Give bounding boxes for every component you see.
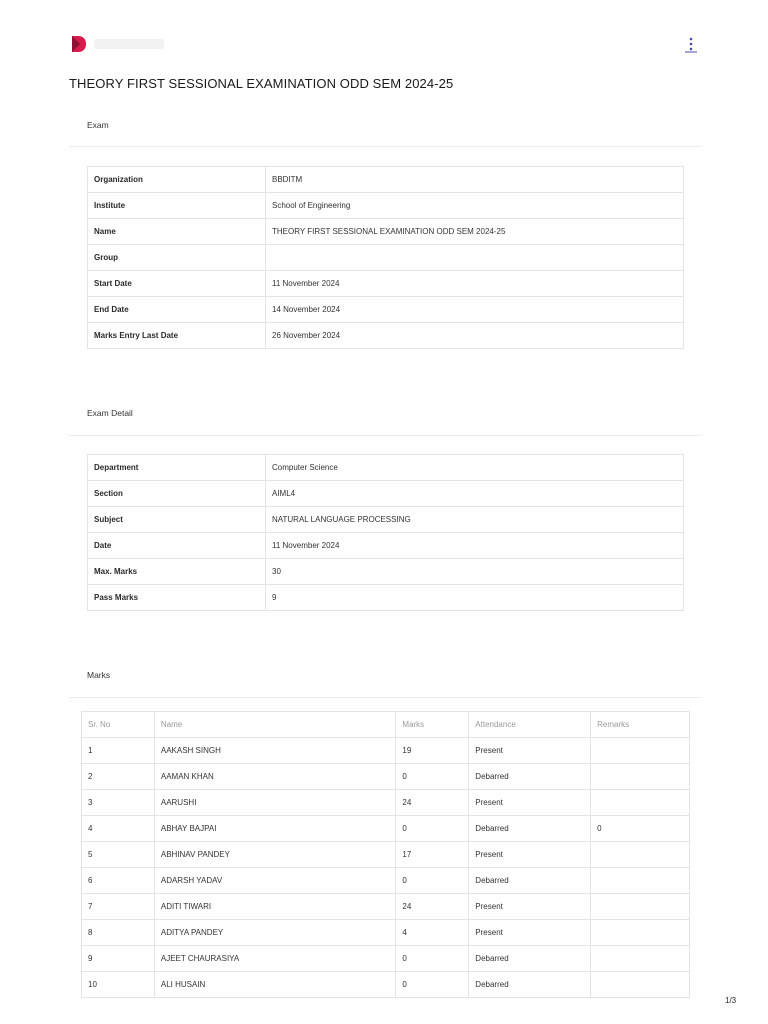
marks-cell: Debarred (469, 816, 591, 842)
table-row (82, 738, 690, 764)
marks-cell: 6 (82, 868, 155, 894)
exam-detail-label: Subject (88, 507, 266, 533)
exam-info-value (266, 245, 684, 271)
marks-cell: 10 (82, 972, 155, 998)
marks-cell: AAMAN KHAN (154, 764, 396, 790)
exam-info-value: 11 November 2024 (266, 271, 684, 297)
marks-divider (69, 697, 702, 698)
exam-info-value: 14 November 2024 (266, 297, 684, 323)
table-row (82, 816, 690, 842)
marks-cell: 0 (396, 972, 469, 998)
marks-cell: 19 (396, 738, 469, 764)
exam-section-title: Exam (87, 120, 109, 130)
exam-info-row (88, 219, 684, 245)
marks-cell: 0 (396, 764, 469, 790)
marks-cell: 0 (591, 816, 690, 842)
marks-cell: Present (469, 790, 591, 816)
exam-detail-value: AIML4 (266, 481, 684, 507)
table-row (82, 764, 690, 790)
marks-column-header: Sr. No (82, 712, 155, 738)
exam-info-label: Start Date (88, 271, 266, 297)
exam-info-table (87, 166, 684, 349)
marks-cell: 24 (396, 894, 469, 920)
marks-cell (591, 842, 690, 868)
marks-column-header: Attendance (469, 712, 591, 738)
exam-detail-row (88, 455, 684, 481)
brand-logo-icon (70, 35, 88, 53)
marks-cell (591, 764, 690, 790)
marks-cell: 2 (82, 764, 155, 790)
exam-info-label: Group (88, 245, 266, 271)
table-row (82, 894, 690, 920)
exam-detail-table (87, 454, 684, 611)
marks-table (81, 711, 690, 998)
exam-detail-row (88, 585, 684, 611)
exam-detail-value: 11 November 2024 (266, 533, 684, 559)
exam-info-label: End Date (88, 297, 266, 323)
brand-name-faint (94, 39, 164, 49)
table-row (82, 868, 690, 894)
exam-detail-value: 30 (266, 559, 684, 585)
exam-info-row (88, 193, 684, 219)
marks-cell: 7 (82, 894, 155, 920)
marks-cell: Present (469, 920, 591, 946)
marks-cell: AARUSHI (154, 790, 396, 816)
marks-cell (591, 972, 690, 998)
exam-detail-label: Max. Marks (88, 559, 266, 585)
marks-cell: 0 (396, 816, 469, 842)
marks-cell: Present (469, 894, 591, 920)
exam-detail-label: Department (88, 455, 266, 481)
table-row (82, 946, 690, 972)
exam-detail-value: 9 (266, 585, 684, 611)
exam-info-row (88, 245, 684, 271)
exam-info-value: School of Engineering (266, 193, 684, 219)
marks-cell (591, 920, 690, 946)
page-title: THEORY FIRST SESSIONAL EXAMINATION ODD SEM 2024-25 (69, 76, 454, 91)
marks-cell: 9 (82, 946, 155, 972)
exam-info-value: THEORY FIRST SESSIONAL EXAMINATION ODD SEM 2024-25 (266, 219, 684, 245)
marks-cell: ADITI TIWARI (154, 894, 396, 920)
table-row (82, 790, 690, 816)
marks-cell (591, 790, 690, 816)
marks-cell: Debarred (469, 868, 591, 894)
exam-detail-row (88, 507, 684, 533)
marks-section-title: Marks (87, 670, 111, 680)
exam-detail-row (88, 533, 684, 559)
marks-cell: AAKASH SINGH (154, 738, 396, 764)
exam-info-row (88, 271, 684, 297)
more-options-icon[interactable] (683, 36, 699, 54)
marks-cell: Debarred (469, 764, 591, 790)
marks-cell: 4 (82, 816, 155, 842)
marks-column-header: Marks (396, 712, 469, 738)
marks-cell (591, 894, 690, 920)
marks-cell: Present (469, 738, 591, 764)
marks-column-header: Name (154, 712, 396, 738)
table-row (82, 920, 690, 946)
marks-cell: Present (469, 842, 591, 868)
exam-info-row (88, 297, 684, 323)
exam-info-value: BBDITM (266, 167, 684, 193)
marks-cell: 5 (82, 842, 155, 868)
exam-detail-divider (69, 435, 702, 436)
exam-detail-row (88, 481, 684, 507)
marks-cell: 0 (396, 946, 469, 972)
marks-cell: ADITYA PANDEY (154, 920, 396, 946)
marks-cell (591, 868, 690, 894)
exam-info-value: 26 November 2024 (266, 323, 684, 349)
marks-cell: 4 (396, 920, 469, 946)
exam-info-label: Name (88, 219, 266, 245)
marks-cell: 0 (396, 868, 469, 894)
marks-cell (591, 738, 690, 764)
marks-cell: Debarred (469, 946, 591, 972)
marks-cell: 8 (82, 920, 155, 946)
marks-cell: AJEET CHAURASIYA (154, 946, 396, 972)
marks-cell: 3 (82, 790, 155, 816)
marks-cell: 24 (396, 790, 469, 816)
marks-cell: ADARSH YADAV (154, 868, 396, 894)
marks-cell: ABHAY BAJPAI (154, 816, 396, 842)
table-row (82, 842, 690, 868)
exam-detail-row (88, 559, 684, 585)
exam-detail-value: NATURAL LANGUAGE PROCESSING (266, 507, 684, 533)
page-number: 1/3 (725, 996, 737, 1005)
exam-detail-label: Date (88, 533, 266, 559)
exam-info-label: Institute (88, 193, 266, 219)
exam-info-row (88, 323, 684, 349)
table-row (82, 972, 690, 998)
exam-detail-value: Computer Science (266, 455, 684, 481)
marks-cell: 17 (396, 842, 469, 868)
exam-detail-label: Pass Marks (88, 585, 266, 611)
exam-detail-label: Section (88, 481, 266, 507)
marks-cell: ABHINAV PANDEY (154, 842, 396, 868)
marks-cell: ALI HUSAIN (154, 972, 396, 998)
marks-cell (591, 946, 690, 972)
exam-divider (69, 146, 702, 147)
exam-info-row (88, 167, 684, 193)
marks-cell: 1 (82, 738, 155, 764)
exam-info-label: Marks Entry Last Date (88, 323, 266, 349)
exam-detail-section-title: Exam Detail (87, 408, 133, 418)
marks-column-header: Remarks (591, 712, 690, 738)
marks-cell: Debarred (469, 972, 591, 998)
exam-info-label: Organization (88, 167, 266, 193)
